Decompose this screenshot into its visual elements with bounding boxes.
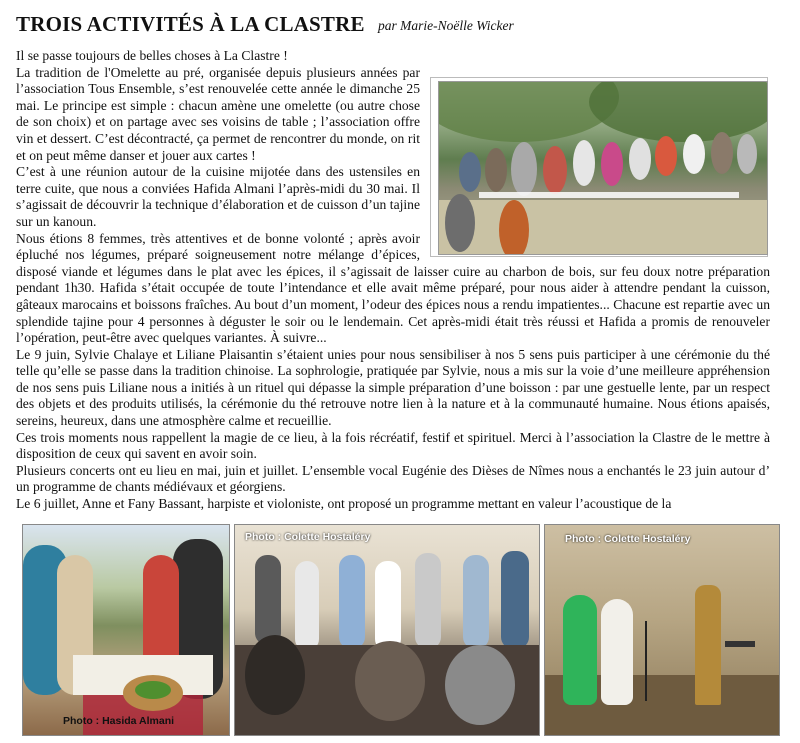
paragraph-intro: Il se passe toujours de belles choses à La Clastre ! (16, 48, 288, 63)
paragraph-tajine-details: Nous étions 8 femmes, très attentives et de bonne volonté ; après avoir épluché nos légumes, préparé soigneusement notre mélange d’épices, disposé viande et légumes dans le plat avec les épices, il s’agissait de laisser cuire au charbon de bois, sur feu doux notre préparation pendant 1h30. Hafida s’était occupée de toute l’intendance et elle avait même préparé, pour nous aider à attendre pendant la cuisson, gâteaux marocains et boissons fraîches. Au bout d’un moment, l’odeur des épices nous a rendu impatientes... Chacune est repartie avec un splendide tajine pour 4 personnes à déguster le soir ou le lendemain. Cet après-midi était très réussi et Hafida a promis de renouveler l’opération, peut-être avec quelques variantes. À suivre... (16, 230, 770, 346)
article-body (16, 48, 770, 513)
photo-credit-2: Photo : Colette Hostaléry (245, 531, 371, 543)
paragraph-harp-violin: Le 6 juillet, Anne et Fany Bassant, harpiste et violoniste, ont proposé un programme mettant en valeur l’acoustique de la (16, 496, 672, 512)
paragraph-concerts: Plusieurs concerts ont eu lieu en mai, juin et juillet. L’ensemble vocal Eugénie des Dièses de Nîmes nous a enchantés le 23 juin autour d’ un programme de chants médiévaux et géorgiens. (16, 462, 770, 495)
picnic-image (438, 81, 768, 255)
article-title: TROIS ACTIVITÉS À LA CLASTRE (16, 12, 365, 36)
photo-vocal-ensemble (234, 524, 540, 736)
photo-credit-3: Photo : Colette Hostaléry (565, 533, 691, 545)
paragraph-tajine-intro: C’est à une réunion autour de la cuisine mijotée dans des ustensiles en terre cuite, que nous a conviées Hafida Almani l’après-midi du 30 mai. Il s’agissait de découvrir la technique d’élaboration et de cuisson d’un tajine sur un kanoun. (16, 164, 420, 229)
photo-harp-violin-concert (544, 524, 780, 736)
photo-tajine-workshop (22, 524, 230, 736)
photo-credit-1: Photo : Hasida Almani (63, 715, 175, 727)
article-header (16, 12, 786, 38)
photo-omelette-picnic (430, 75, 770, 259)
article-byline: par Marie-Noëlle Wicker (378, 18, 514, 33)
paragraph-omelette: La tradition de l'Omelette au pré, organisée depuis plusieurs années par l’association Tous Ensemble, s’est renouvelée cette année le dimanche 25 mai. Le principe est simple : chacun amène une omelette (ou autre chose de son choix) et on partage avec ses voisins de table ; l’association offre vin et dessert. C’est décontracté, ça permet de rencontrer du monde, on rit et on peut même danser et jouer aux cartes ! (16, 64, 420, 163)
paragraph-thanks: Ces trois moments nous rappellent la magie de ce lieu, à la fois récréatif, festif et spirituel. Merci à l’association la Clastre de le mettre à disposition de ceux qui savent en avoir soin. (16, 429, 770, 462)
photo-strip (22, 524, 780, 736)
paragraph-tea-ceremony: Le 9 juin, Sylvie Chalaye et Liliane Plaisantin s’étaient unies pour nous sensibiliser à nos 5 sens puis participer à une cérémonie du thé telle qu’elle se passe dans la tradition chinoise. La sophrologie, pratiquée par Sylvie, nous a mis sur la voie d’une meilleure appréhension de nos sens puis Liliane nous a initiés à un rituel qui dépasse la simple préparation d’une boisson : par une gestuelle lente, par un respect des objets et des produits utilisés, la cérémonie du thé retrouve notre lien à la nature et à la communauté humaine. Nous étions apaisés, sereins, heureux, dans une atmosphère calme et recueillie. (16, 346, 770, 429)
